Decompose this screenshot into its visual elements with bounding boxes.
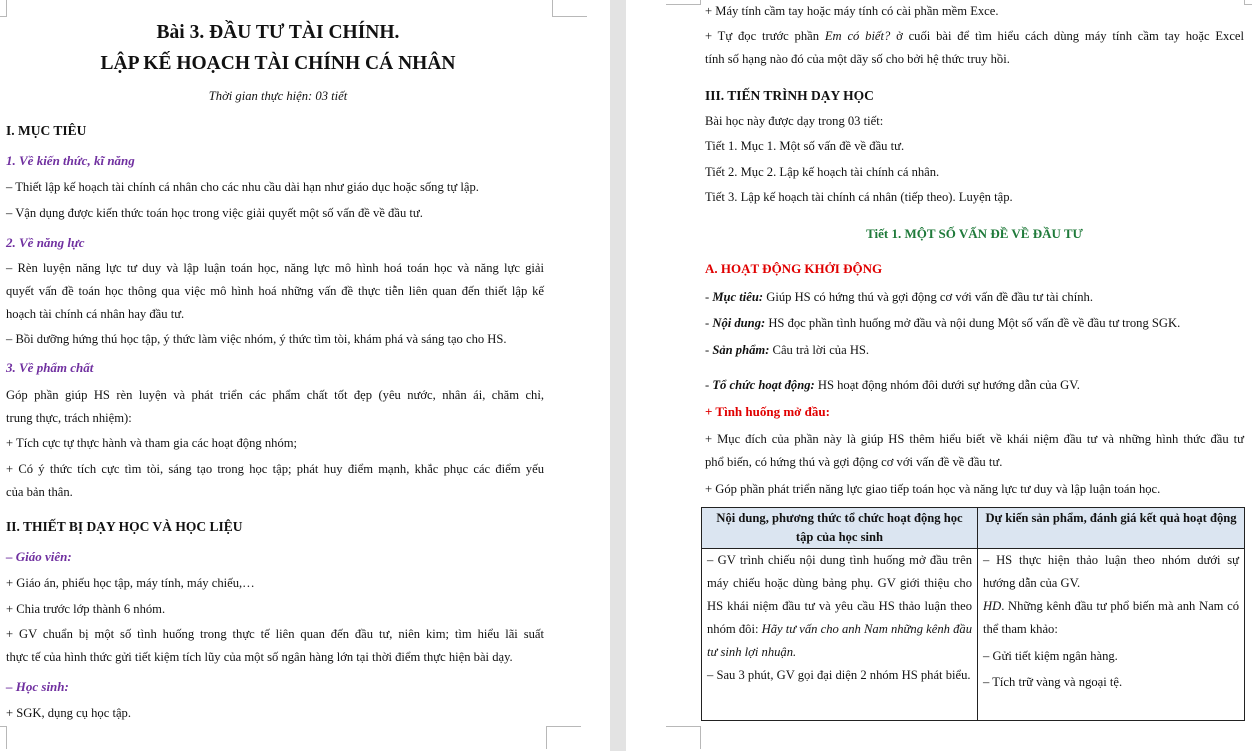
table-row xyxy=(702,549,1245,721)
crop-mark-top-left xyxy=(666,0,701,5)
crop-mark-bottom-left xyxy=(666,726,701,749)
qualities-line: trung thực, trách nhiệm): xyxy=(6,411,132,425)
text: HS hoạt động nhóm đôi dưới sự hướng dẫn của GV. xyxy=(814,378,1080,392)
lesson1-heading: Tiết 1. MỘT SỐ VẤN ĐỀ VỀ ĐẦU TƯ xyxy=(866,226,1083,241)
student-item: + SGK, dụng cụ học tập. xyxy=(6,706,131,720)
activity-goal xyxy=(705,289,1093,305)
table-header-content-method: Nội dung, phương thức tổ chức hoạt động học tập của học sinh xyxy=(702,508,978,549)
teacher-item: thực tế của hình thức gửi tiết kiệm tích lũy của một số ngân hàng lớn tại thời điểm thực hiện bài dạy. xyxy=(6,650,513,664)
cell-paragraph: – Tích trữ vàng và ngoại tệ. xyxy=(983,675,1123,689)
crop-mark-bottom-left xyxy=(0,726,7,749)
process-line: Tiết 2. Mục 2. Lập kế hoạch tài chính cá nhân. xyxy=(705,165,940,179)
process-line: Bài học này được dạy trong 03 tiết: xyxy=(705,114,884,128)
text: . Những kênh đầu tư phổ biến mà anh Nam có thể tham khảo: xyxy=(983,599,1239,636)
crop-mark-top-left xyxy=(0,0,7,17)
student-item: tính số hạng nào đó của một dãy số cho bởi hệ thức truy hồi. xyxy=(705,52,1010,66)
process-line: Tiết 1. Mục 1. Một số vấn đề về đầu tư. xyxy=(705,139,905,153)
section-equipment-heading: II. THIẾT BỊ DẠY HỌC VÀ HỌC LIỆU xyxy=(6,519,243,534)
lesson-duration: Thời gian thực hiện: 03 tiết xyxy=(208,89,348,103)
dash: - xyxy=(705,316,713,330)
page-gap xyxy=(610,0,626,751)
qualities-line: Góp phần giúp HS rèn luyện và phát triển các phẩm chất tốt đẹp (yêu nước, nhân ái, chăm chỉ, xyxy=(6,388,544,402)
qualities-line: của bản thân. xyxy=(6,485,73,499)
dash: - xyxy=(705,378,713,392)
section-objectives-heading: I. MỤC TIÊU xyxy=(6,123,87,138)
text: HS đọc phần tình huống mở đầu và nội dung Một số vấn đề về đầu tư trong SGK. xyxy=(765,316,1181,330)
label: Sản phẩm: xyxy=(712,343,770,357)
text-italic: Em có biết? xyxy=(824,29,891,43)
situation-line: + Góp phần phát triển năng lực giao tiếp toán học và năng lực tư duy và lập luận toán học. xyxy=(705,482,1161,496)
text: – GV trình chiếu nội dung tình huống mở đầu trên máy chiếu hoặc dùng bảng phụ. GV giới thiệu cho HS khái niệm đầu tư và yêu cầu HS thảo luận theo nhóm đôi: xyxy=(707,553,972,636)
activity-organization xyxy=(705,377,1080,393)
subheading-knowledge-skills: 1. Về kiến thức, kĩ năng xyxy=(6,153,135,168)
cell-paragraph: – HS thực hiện thảo luận theo nhóm dưới sự hướng dẫn của GV. xyxy=(983,553,1239,590)
crop-mark-top-right xyxy=(1244,0,1252,5)
situation-heading: + Tình huống mở đầu: xyxy=(705,404,830,419)
text: ở cuối bài để tìm hiểu cách dùng máy tính cầm tay hoặc Excel xyxy=(890,29,1245,43)
dash: - xyxy=(705,290,713,304)
subheading-teacher: – Giáo viên: xyxy=(6,549,72,564)
situation-line: + Mục đích của phần này là giúp HS thêm hiểu biết về khái niệm đầu tư và những hình thức đầu tư xyxy=(705,432,1244,446)
label: Tổ chức hoạt động: xyxy=(712,378,815,392)
competence-line: – Bồi dưỡng hứng thú học tập, ý thức làm việc nhóm, ý thức tìm tòi, khám phá và sáng tạo cho HS. xyxy=(6,332,507,346)
dash: - xyxy=(705,343,713,357)
situation-line: phổ biến, có hứng thú và gợi động cơ với vấn đề về đầu tư. xyxy=(705,455,1003,469)
competence-line: quyết vấn đề toán học thông qua việc mô hình hoá những vấn đề thực tiễn liên quan đến thiết lập kế xyxy=(6,284,544,298)
cell-paragraph: – Sau 3 phút, GV gọi đại diện 2 nhóm HS phát biểu. xyxy=(707,668,971,682)
document-page-left[interactable] xyxy=(0,0,610,751)
activity-table xyxy=(701,507,1245,721)
subheading-student: – Học sinh: xyxy=(6,679,69,694)
teacher-item: + Chia trước lớp thành 6 nhóm. xyxy=(6,602,166,616)
table-cell-product xyxy=(978,549,1245,721)
subheading-qualities: 3. Về phẩm chất xyxy=(6,360,94,375)
label: Mục tiêu: xyxy=(712,290,764,304)
teacher-item: + Giáo án, phiếu học tập, máy tính, máy chiếu,… xyxy=(6,576,255,590)
label: Nội dung: xyxy=(712,316,766,330)
teacher-item: + GV chuẩn bị một số tình huống trong thực tế liên quan đến đầu tư, niên kim; tìm hiểu lãi suất xyxy=(6,627,544,641)
table-cell-activity xyxy=(702,549,978,721)
table-header-expected-product: Dự kiến sản phẩm, đánh giá kết quả hoạt động xyxy=(978,508,1245,549)
section-process-heading: III. TIẾN TRÌNH DẠY HỌC xyxy=(705,88,874,103)
text: Giúp HS có hứng thú và gợi động cơ với vấn đề đầu tư tài chính. xyxy=(763,290,1093,304)
lesson-title-line2: LẬP KẾ HOẠCH TÀI CHÍNH CÁ NHÂN xyxy=(100,53,456,74)
crop-mark-bottom-right xyxy=(546,726,581,749)
activity-a-heading: A. HOẠT ĐỘNG KHỞI ĐỘNG xyxy=(705,261,883,276)
objective-item: – Thiết lập kế hoạch tài chính cá nhân cho các nhu cầu dài hạn như giáo dục hoặc sống tự lập. xyxy=(6,180,479,194)
text: + Tự đọc trước phần xyxy=(705,29,825,43)
qualities-line: + Tích cực tự thực hành và tham gia các hoạt động nhóm; xyxy=(6,436,298,450)
text: Câu trả lời của HS. xyxy=(769,343,870,357)
cell-paragraph xyxy=(983,595,1239,641)
process-line: Tiết 3. Lập kế hoạch tài chính cá nhân (tiếp theo). Luyện tập. xyxy=(705,190,1013,204)
lesson-title-line1: Bài 3. ĐẦU TƯ TÀI CHÍNH. xyxy=(156,22,400,43)
table-header-row xyxy=(702,508,1245,549)
activity-product xyxy=(705,342,869,358)
objective-item: – Vận dụng được kiến thức toán học trong việc giải quyết một số vấn đề về đầu tư. xyxy=(6,206,423,220)
competence-line: hoạch tài chính cá nhân hay đầu tư. xyxy=(6,307,185,321)
text-italic: Hãy tư vấn cho anh Nam những kênh đầu tư sinh lợi nhuận. xyxy=(707,622,973,659)
cell-paragraph xyxy=(707,549,972,664)
activity-content xyxy=(705,315,1180,331)
crop-mark-top-right xyxy=(552,0,587,17)
subheading-competence: 2. Về năng lực xyxy=(6,235,85,250)
competence-line: – Rèn luyện năng lực tư duy và lập luận toán học, năng lực mô hình hoá toán học và năng lực giải xyxy=(6,261,544,275)
student-item: + Máy tính cầm tay hoặc máy tính có cài phần mềm Exce. xyxy=(705,4,999,18)
qualities-line: + Có ý thức tích cực tìm tòi, sáng tạo trong học tập; phát huy điểm mạnh, khắc phục các điểm yếu xyxy=(6,462,544,476)
cell-paragraph: – Gửi tiết kiệm ngân hàng. xyxy=(983,649,1118,663)
text-italic: HD xyxy=(983,599,1002,613)
student-item xyxy=(705,28,1244,44)
